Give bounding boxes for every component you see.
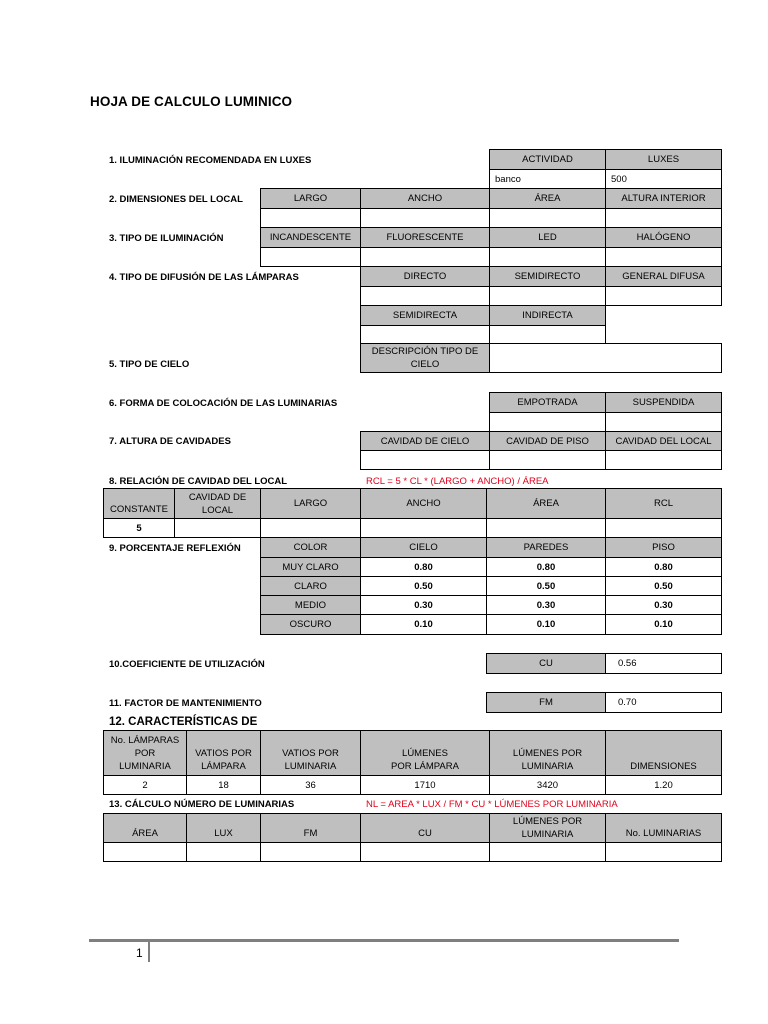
general-difusa-input[interactable] <box>605 286 722 306</box>
ancho-8-input[interactable] <box>360 518 487 538</box>
section-7-label: 7. ALTURA DE CAVIDADES <box>109 436 231 447</box>
header-descripcion-tipo-cielo: DESCRIPCIÓN TIPO DE CIELO <box>360 343 490 373</box>
header-no-lamparas: No. LÁMPARAS POR LUMINARIA <box>103 730 187 776</box>
reflexion-row-piso: 0.80 <box>605 557 722 577</box>
area-8-input[interactable] <box>486 518 606 538</box>
header-empotrada: EMPOTRADA <box>489 392 606 413</box>
largo-8-input[interactable] <box>260 518 361 538</box>
reflexion-row-cielo: 0.30 <box>360 595 487 615</box>
header-lumenes-luminaria: LÚMENES POR LUMINARIA <box>489 730 606 776</box>
vatios-lampara-value: 18 <box>186 775 261 795</box>
section-1-label: 1. ILUMINACIÓN RECOMENDADA EN LUXES <box>109 155 312 166</box>
header-altura-interior: ALTURA INTERIOR <box>605 188 722 209</box>
header-ancho: ANCHO <box>360 188 490 209</box>
header-cavidad-cielo: CAVIDAD DE CIELO <box>360 431 490 451</box>
page-number-divider <box>148 942 150 962</box>
header-cavidad-local: CAVIDAD DEL LOCAL <box>605 431 722 451</box>
section-10-label: 10.COEFICIENTE DE UTILIZACIÓN <box>109 659 265 670</box>
section-9-label: 9. PORCENTAJE REFLEXIÓN <box>109 543 241 554</box>
dimensiones-value: 1.20 <box>605 775 722 795</box>
lumenes-lampara-value: 1710 <box>360 775 490 795</box>
header-piso: PISO <box>605 537 722 558</box>
fm-value[interactable]: 0.70 <box>605 692 722 713</box>
header-semidirecta: SEMIDIRECTA <box>360 305 490 326</box>
cavidad-cielo-input[interactable] <box>360 450 490 470</box>
reflexion-row-color: CLARO <box>260 576 361 596</box>
reflexion-row-piso: 0.50 <box>605 576 722 596</box>
lamparas-value: 2 <box>103 775 187 795</box>
header-halogeno: HALÓGENO <box>605 227 722 248</box>
header-vatios-lampara: VATIOS POR LÁMPARA <box>186 730 261 776</box>
reflexion-row-piso: 0.10 <box>605 614 722 635</box>
cu-value[interactable]: 0.56 <box>605 653 722 674</box>
header-cielo: CIELO <box>360 537 487 558</box>
header-paredes: PAREDES <box>486 537 606 558</box>
reflexion-row-cielo: 0.50 <box>360 576 487 596</box>
header-no-luminarias: No. LUMINARIAS <box>605 813 722 843</box>
reflexion-row-paredes: 0.30 <box>486 595 606 615</box>
header-directo: DIRECTO <box>360 266 490 287</box>
rcl-formula: RCL = 5 * CL * (LARGO + ANCHO) / ÁREA <box>366 476 549 487</box>
header-luxes: LUXES <box>605 149 722 170</box>
header-fm: FM <box>486 692 606 713</box>
lumenes-luminaria-13-input[interactable] <box>489 842 606 862</box>
reflexion-row-color: MEDIO <box>260 595 361 615</box>
largo-input[interactable] <box>260 208 361 228</box>
reflexion-row-paredes: 0.10 <box>486 614 606 635</box>
header-cavidad-de-local: CAVIDAD DE LOCAL <box>174 488 261 519</box>
actividad-value[interactable]: banco <box>489 169 606 189</box>
empotrada-input[interactable] <box>489 412 606 432</box>
header-cu-13: CU <box>360 813 490 843</box>
header-cu: CU <box>486 653 606 674</box>
halogeno-input[interactable] <box>605 247 722 267</box>
constante-value: 5 <box>103 518 175 538</box>
header-cavidad-piso: CAVIDAD DE PISO <box>489 431 606 451</box>
header-actividad: ACTIVIDAD <box>489 149 606 170</box>
reflexion-row-paredes: 0.80 <box>486 557 606 577</box>
header-rcl: RCL <box>605 488 722 519</box>
reflexion-row-color: OSCURO <box>260 614 361 635</box>
section-3-label: 3. TIPO DE ILUMINACIÓN <box>109 233 224 244</box>
header-ancho-8: ANCHO <box>360 488 487 519</box>
header-area-13: ÁREA <box>103 813 187 843</box>
rcl-input[interactable] <box>605 518 722 538</box>
luxes-value[interactable]: 500 <box>605 169 722 189</box>
header-general-difusa: GENERAL DIFUSA <box>605 266 722 287</box>
header-fm-13: FM <box>260 813 361 843</box>
directo-input[interactable] <box>360 286 490 306</box>
header-largo-8: LARGO <box>260 488 361 519</box>
cavidad-local-input[interactable] <box>605 450 722 470</box>
header-largo: LARGO <box>260 188 361 209</box>
header-color: COLOR <box>260 537 361 558</box>
cavidad-local-8-input[interactable] <box>174 518 261 538</box>
no-luminarias-input[interactable] <box>605 842 722 862</box>
header-area-8: ÁREA <box>486 488 606 519</box>
section-8-label: 8. RELACIÓN DE CAVIDAD DEL LOCAL <box>109 476 288 487</box>
header-dimensiones: DIMENSIONES <box>605 730 722 776</box>
document-title: HOJA DE CALCULO LUMINICO <box>90 94 293 109</box>
header-lux: LUX <box>186 813 261 843</box>
header-vatios-luminaria: VATIOS POR LUMINARIA <box>260 730 361 776</box>
reflexion-row-color: MUY CLARO <box>260 557 361 577</box>
reflexion-row-cielo: 0.10 <box>360 614 487 635</box>
header-indirecta: INDIRECTA <box>489 305 606 326</box>
nl-formula: NL = AREA * LUX / FM * CU * LÚMENES POR LUMINARIA <box>366 799 618 810</box>
section-13-label: 13. CÁLCULO NÚMERO DE LUMINARIAS <box>109 799 295 810</box>
area-13-input[interactable] <box>103 842 187 862</box>
header-constante: CONSTANTE <box>103 488 175 519</box>
section-11-label: 11. FACTOR DE MANTENIMIENTO <box>109 698 262 709</box>
area-input[interactable] <box>489 208 606 228</box>
ancho-input[interactable] <box>360 208 490 228</box>
lux-input[interactable] <box>186 842 261 862</box>
section-12-label: 12. CARACTERÍSTICAS DE <box>109 716 258 728</box>
section-4-label: 4. TIPO DE DIFUSIÓN DE LAS LÁMPARAS <box>109 272 299 283</box>
header-fluorescente: FLUORESCENTE <box>360 227 490 248</box>
section-5-label: 5. TIPO DE CIELO <box>109 359 190 370</box>
header-incandescente: INCANDESCENTE <box>260 227 361 248</box>
vatios-luminaria-value: 36 <box>260 775 361 795</box>
indirecta-input[interactable] <box>489 325 606 344</box>
header-led: LED <box>489 227 606 248</box>
header-lumenes-por-luminaria: LÚMENES POR LUMINARIA <box>489 813 606 843</box>
reflexion-row-piso: 0.30 <box>605 595 722 615</box>
incandescente-input[interactable] <box>260 247 361 267</box>
reflexion-row-paredes: 0.50 <box>486 576 606 596</box>
header-area: ÁREA <box>489 188 606 209</box>
semidirecto-input[interactable] <box>489 286 606 306</box>
footer-rule <box>89 939 679 942</box>
lumenes-luminaria-value: 3420 <box>489 775 606 795</box>
tipo-cielo-input[interactable] <box>489 343 722 373</box>
section-2-label: 2. DIMENSIONES DEL LOCAL <box>109 194 243 205</box>
fm-13-input[interactable] <box>260 842 361 862</box>
section-6-label: 6. FORMA DE COLOCACIÓN DE LAS LUMINARIAS <box>109 398 338 409</box>
header-lumenes-lampara: LÚMENES POR LÁMPARA <box>360 730 490 776</box>
cu-13-input[interactable] <box>360 842 490 862</box>
reflexion-row-cielo: 0.80 <box>360 557 487 577</box>
header-semidirecto: SEMIDIRECTO <box>489 266 606 287</box>
fluorescente-input[interactable] <box>360 247 490 267</box>
semidirecta-input[interactable] <box>360 325 490 344</box>
header-suspendida: SUSPENDIDA <box>605 392 722 413</box>
altura-input[interactable] <box>605 208 722 228</box>
cavidad-piso-input[interactable] <box>489 450 606 470</box>
page-number: 1 <box>136 946 143 960</box>
suspendida-input[interactable] <box>605 412 722 432</box>
led-input[interactable] <box>489 247 606 267</box>
